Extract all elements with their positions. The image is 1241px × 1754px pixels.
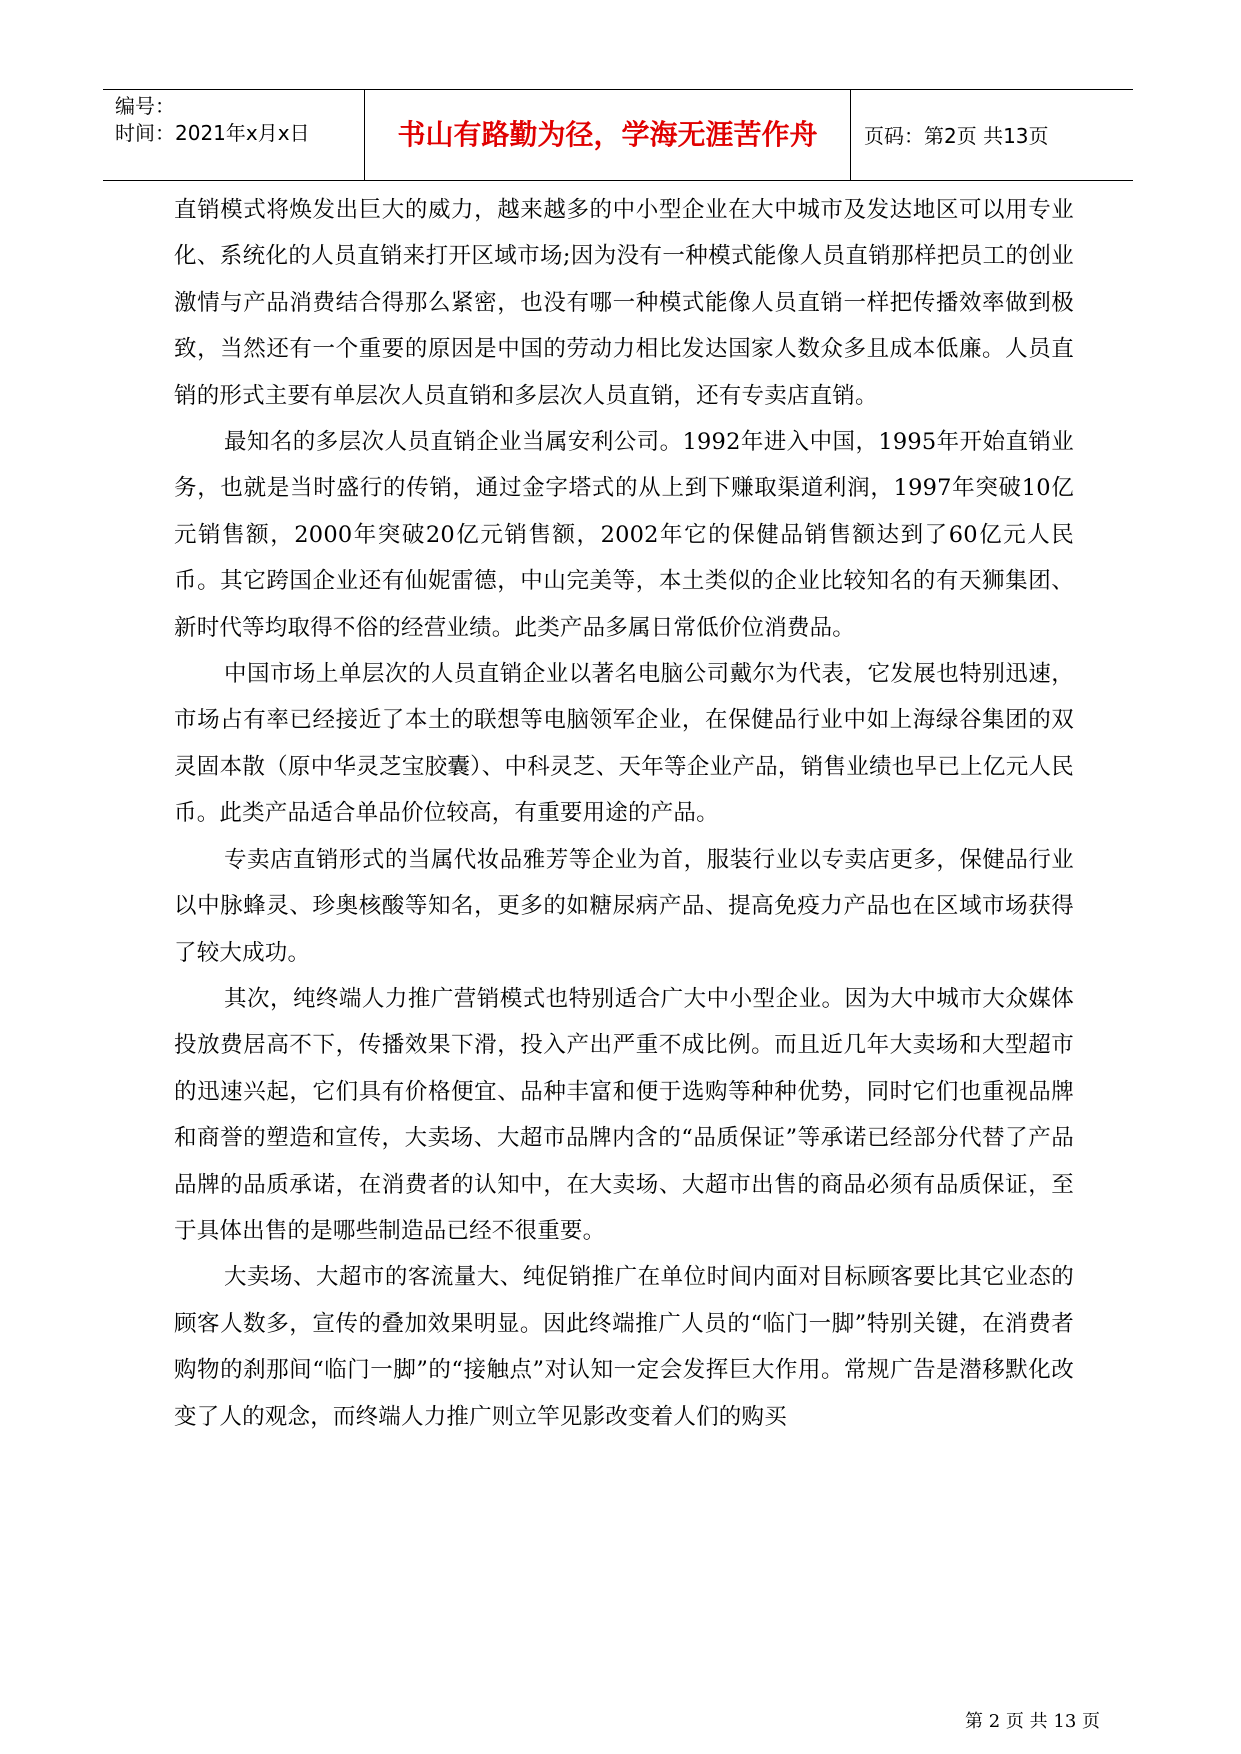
motto-text: 书山有路勤为径，学海无涯苦作舟 — [397, 118, 818, 151]
header-page-cell — [851, 90, 1133, 180]
header-meta-cell — [103, 90, 365, 180]
paragraph: 专卖店直销形式的当属代妆品雅芳等企业为首，服装行业以专卖店更多，保健品行业以中脉蜂灵、珍奥核酸等知名，更多的如糖尿病产品、提高免疫力产品也在区域市场获得了较大成功。 — [174, 846, 1074, 966]
document-body — [174, 187, 1074, 1440]
paragraph: 其次，纯终端人力推广营销模式也特别适合广大中小型企业。因为大中城市大众媒体投放费居高不下，传播效果下滑，投入产出严重不成比例。而且近几年大卖场和大型超市的迅速兴起，它们具有价格便宜、品种丰富和便于选购等种种优势，同时它们也重视品牌和商誉的塑造和宣传，大卖场、大超市品牌内含的“品质保证”等承诺已经部分代替了产品品牌的品质承诺，在消费者的认知中，在大卖场、大超市出售的商品必须有品质保证，至于具体出售的是哪些制造品已经不很重要。 — [174, 985, 1074, 1244]
paragraph: 直销模式将焕发出巨大的威力，越来越多的中小型企业在大中城市及发达地区可以用专业化、系统化的人员直销来打开区域市场;因为没有一种模式能像人员直销那样把员工的创业激情与产品消费结合得那么紧密，也没有哪一种模式能像人员直销一样把传播效率做到极致，当然还有一个重要的原因是中国的劳动力相比发达国家人数众多且成本低廉。人员直销的形式主要有单层次人员直销和多层次人员直销，还有专卖店直销。 — [174, 197, 1074, 409]
page-footer: 第 2 页 共 13 页 — [965, 1711, 1100, 1732]
paragraph: 大卖场、大超市的客流量大、纯促销推广在单位时间内面对目标顾客要比其它业态的顾客人数多，宣传的叠加效果明显。因此终端推广人员的“临门一脚”特别关键，在消费者购物的刹那间“临门一脚”的“接触点”对认知一定会发挥巨大作用。常规广告是潜移默化改变了人的观念，而终端人力推广则立竿见影改变着人们的购买 — [174, 1264, 1074, 1430]
paragraph: 中国市场上单层次的人员直销企业以著名电脑公司戴尔为代表，它发展也特别迅速，市场占有率已经接近了本土的联想等电脑领军企业，在保健品行业中如上海绿谷集团的双灵固本散（原中华灵芝宝胶囊）、中科灵芝、天年等企业产品，销售业绩也早已上亿元人民币。此类产品适合单品价位较高，有重要用途的产品。 — [174, 661, 1074, 827]
page-code: 页码：第2页 共13页 — [864, 124, 1049, 148]
serial-number-label: 编号： — [115, 94, 175, 118]
header-motto-cell — [365, 90, 851, 180]
paragraph: 最知名的多层次人员直销企业当属安利公司。1992年进入中国，1995年开始直销业务，也就是当时盛行的传销，通过金字塔式的从上到下赚取渠道利润，1997年突破10亿元销售额，2000年突破20亿元销售额，2002年它的保健品销售额达到了60亿元人民币。其它跨国企业还有仙妮雷德，中山完美等，本土类似的企业比较知名的有天狮集团、新时代等均取得不俗的经营业绩。此类产品多属日常低价位消费品。 — [174, 429, 1074, 641]
time-label: 时间：2021年x月x日 — [115, 121, 310, 145]
page-header — [103, 89, 1133, 181]
